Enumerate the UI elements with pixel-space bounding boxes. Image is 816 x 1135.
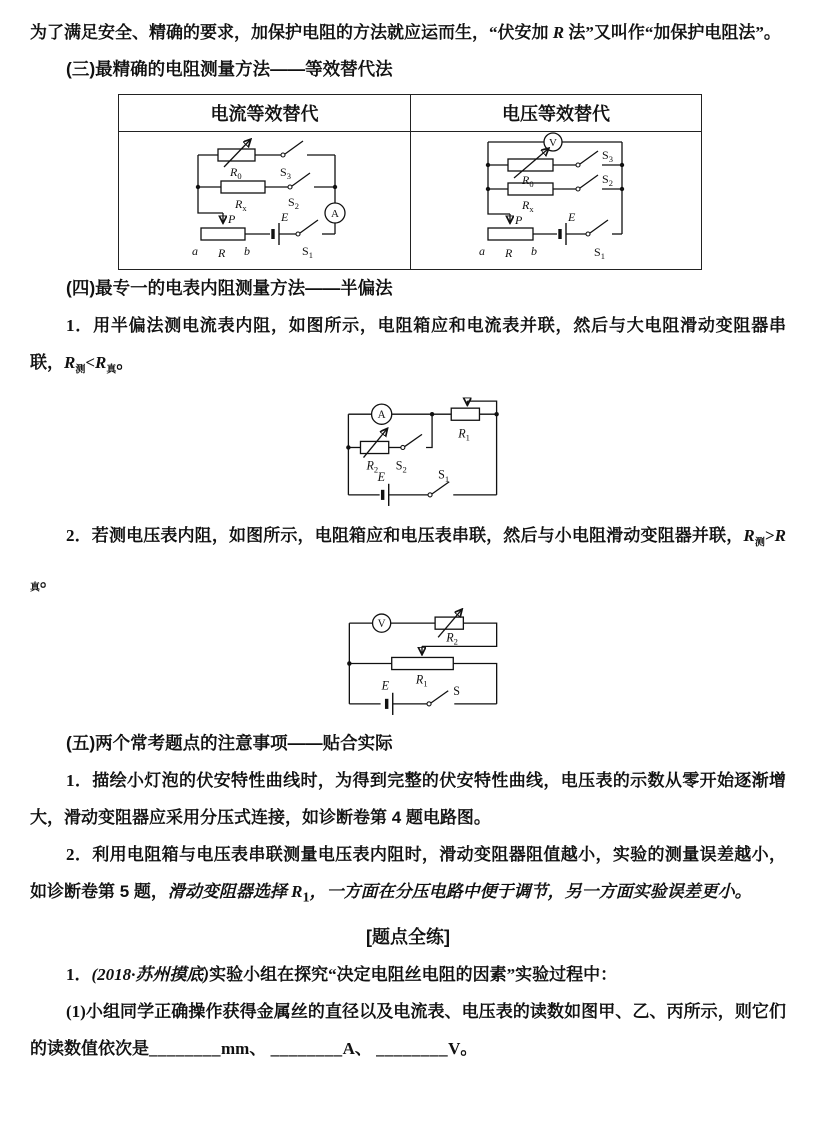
label-R2: $R_2$ <box>366 459 379 476</box>
item-text: 描绘小灯泡的伏安特性曲线时，为得到完整的伏安特性曲线，电压表的示数从零开始逐渐增大，滑动变阻器应采用分压式连接， <box>30 771 787 828</box>
label-S1: $S_1$ <box>594 245 605 261</box>
intro-text-1: 为了满足安全、精确的要求，加保护电阻的方法就应运而生，“伏安加 <box>30 23 553 42</box>
potentiometer-R <box>201 228 245 240</box>
item-text: 利用电阻箱与电压表串联测量电压表内阻时，滑动变阻器阻值越小，实验的测量误差越小， <box>92 845 787 865</box>
table-body-row <box>119 132 702 270</box>
section-3-heading: (三)最精确的电阻测量方法——等效替代法 <box>66 59 393 79</box>
intro-paragraph <box>30 14 786 51</box>
resistor-Rx <box>221 181 265 193</box>
label-Rx: $R_x$ <box>522 198 534 214</box>
label-R2: $R_2$ <box>446 630 458 647</box>
label-S2: $S_2$ <box>287 195 299 211</box>
label-S1: $S_1$ <box>438 468 450 485</box>
label-P: P <box>227 212 235 226</box>
question-1-part-1: (1)小组同学正确操作获得金属丝的直径以及电流表、电压表的读数如图甲、乙、丙所示，则它们的读数值依次是________mm、 ________A、 ________V。 <box>30 1001 786 1058</box>
table-cell-current-circuit <box>119 132 411 270</box>
question-text: 实验小组在探究“决定电阻丝电阻的因素”实验过程中： <box>209 964 618 984</box>
switch-S1-blade <box>300 220 318 233</box>
intro-var-R: R <box>552 23 565 42</box>
var-R-measured: R <box>743 526 755 546</box>
var-R-measured: R <box>64 353 76 372</box>
label-E: E <box>381 678 390 693</box>
label-R0: $R_0$ <box>522 173 534 189</box>
resistor-R0 <box>508 159 553 171</box>
item-number: 2． <box>66 526 92 546</box>
question-source: (2018·苏州摸底) <box>91 964 210 984</box>
kai-text-1: 滑动变阻器选择 <box>167 882 292 902</box>
label-R: R <box>505 246 513 260</box>
note-paragraph-1 <box>30 762 786 836</box>
section-4-heading: (四)最专一的电表内阻测量方法——半偏法 <box>66 278 393 298</box>
sub-measured: 测 <box>75 364 86 376</box>
switch-S-blade <box>431 691 448 703</box>
circuit-voltage-substitution <box>467 132 645 264</box>
label-E: E <box>377 470 386 485</box>
label-S3: $S_3$ <box>279 165 291 181</box>
voltmeter-label: V <box>549 137 557 149</box>
kai-text-2: ，一方面在分压电路中便于调节，另一方面实验误差更小。 <box>309 882 752 902</box>
sub-true: 真 <box>106 364 117 376</box>
label-S: S <box>453 683 461 698</box>
switch-S1-contact <box>296 232 300 236</box>
switch-S2-contact <box>401 446 405 450</box>
label-E: E <box>568 210 576 224</box>
switch-S3-blade <box>285 141 303 154</box>
label-R0: $R_0$ <box>229 165 242 181</box>
figure-ammeter-half-deflection <box>30 389 786 516</box>
intro-text-2: 法”又叫作“加保护电阻法”。 <box>564 23 781 42</box>
switch-S3-contact <box>281 153 285 157</box>
item-number: 2． <box>66 845 93 865</box>
label-a: a <box>191 244 198 258</box>
unit-A: A <box>342 1038 355 1058</box>
section-5-heading: (五)两个常考题点的注意事项——贴合实际 <box>66 733 393 754</box>
var-R-true: R <box>774 526 787 546</box>
label-E: E <box>280 210 288 224</box>
answer-blank-V: ________ <box>376 1038 449 1058</box>
table-header-voltage: 电压等效替代 <box>411 95 702 132</box>
resistance-box-R2 <box>435 617 463 629</box>
practice-banner: [题点全练] <box>366 926 450 947</box>
answer-blank-A: ________ <box>270 1038 343 1058</box>
label-S1: $S_1$ <box>301 244 313 260</box>
label-S3: $S_3$ <box>602 148 613 164</box>
item-text: 用半偏法测电流表内阻，如图所示，电阻箱应和电流表并联，然后与大电阻滑动变阻器串联， <box>30 316 787 372</box>
switch-S3-blade <box>580 151 598 164</box>
resistor-R0 <box>218 149 255 161</box>
note-paragraph-2: 2．利用电阻箱与电压表串联测量电压表内阻时，滑动变阻器阻值越小，实验的测量误差越小，如诊断卷第 5 题，滑动变阻器选择 $R_1$，一方面在分压电路中便于调节，另一方面实验误差更小。 <box>30 845 787 906</box>
table-cell-voltage-circuit <box>411 132 702 270</box>
switch-S-contact <box>427 702 431 706</box>
sub-measured: 测 <box>754 537 765 549</box>
unit-mm: mm <box>221 1038 250 1058</box>
switch-S1-blade <box>590 220 608 233</box>
voltmeter-label: V <box>377 618 386 631</box>
label-S2: $S_2$ <box>602 172 613 188</box>
ammeter-label: A <box>330 208 339 220</box>
var-R1: R <box>291 882 303 902</box>
switch-S2-blade <box>405 435 422 447</box>
ammeter-label: A <box>377 409 386 422</box>
switch-S3-contact <box>576 163 580 167</box>
circuit-ammeter-half-deflection <box>333 389 513 511</box>
label-R1: $R_1$ <box>415 672 428 689</box>
bold-reference: 如诊断卷第 5 题 <box>30 882 151 902</box>
potentiometer-R <box>488 228 533 240</box>
label-b: b <box>531 244 537 258</box>
table-header-row <box>119 95 702 132</box>
switch-S1-contact <box>586 232 590 236</box>
rheostat-R1 <box>392 658 454 670</box>
switch-S2-blade <box>580 175 598 188</box>
item-number: 1． <box>66 771 93 791</box>
label-R1: $R_1$ <box>458 426 470 443</box>
switch-S2-blade <box>292 173 310 186</box>
figure-voltmeter-half-deflection <box>30 607 786 724</box>
answer-blank-mm: ________ <box>149 1038 221 1058</box>
operator: > <box>764 526 775 546</box>
label-a: a <box>479 244 485 258</box>
question-number: 1． <box>66 964 92 984</box>
substitution-method-table <box>118 94 702 270</box>
switch-S2-contact <box>576 187 580 191</box>
question-part-text: (1)小组同学正确操作获得金属丝的直径以及电流表、电压表的读数如图甲、乙、丙所示，则它们的读数值依次是 <box>30 1001 786 1058</box>
label-P: P <box>515 213 523 227</box>
rheostat-R1 <box>451 409 479 421</box>
label-S2: $S_2$ <box>395 459 407 476</box>
unit-V: V <box>448 1038 461 1058</box>
switch-S1-contact <box>428 493 432 497</box>
table-header-current: 电流等效替代 <box>119 95 411 132</box>
circuit-voltmeter-half-deflection <box>334 607 512 719</box>
sub-true: 真 <box>30 582 40 594</box>
label-b: b <box>243 244 250 258</box>
var-R-true: R <box>95 353 107 372</box>
item-text: 若测电压表内阻，如图所示，电阻箱应和电压表串联，然后与小电阻滑动变阻器并联， <box>91 526 744 546</box>
label-Rx: $R_x$ <box>234 197 247 213</box>
bold-reference: 如诊断卷第 4 题电路图。 <box>302 808 491 828</box>
switch-S2-contact <box>288 185 292 189</box>
var-R1-sub: 1 <box>302 889 310 906</box>
half-deflection-voltmeter-paragraph: 2．若测电压表内阻，如图所示，电阻箱应和电压表串联，然后与小电阻滑动变阻器并联，$R_测>R_真$。 <box>30 526 787 594</box>
circuit-current-substitution <box>176 133 354 263</box>
item-number: 1． <box>66 316 94 335</box>
label-R: R <box>217 246 225 260</box>
operator: < <box>85 353 96 372</box>
question-1 <box>30 956 786 993</box>
half-deflection-ammeter-paragraph: 1．用半偏法测电流表内阻，如图所示，电阻箱应和电流表并联，然后与大电阻滑动变阻器串联，$R_测<R_真$。 <box>30 316 787 376</box>
